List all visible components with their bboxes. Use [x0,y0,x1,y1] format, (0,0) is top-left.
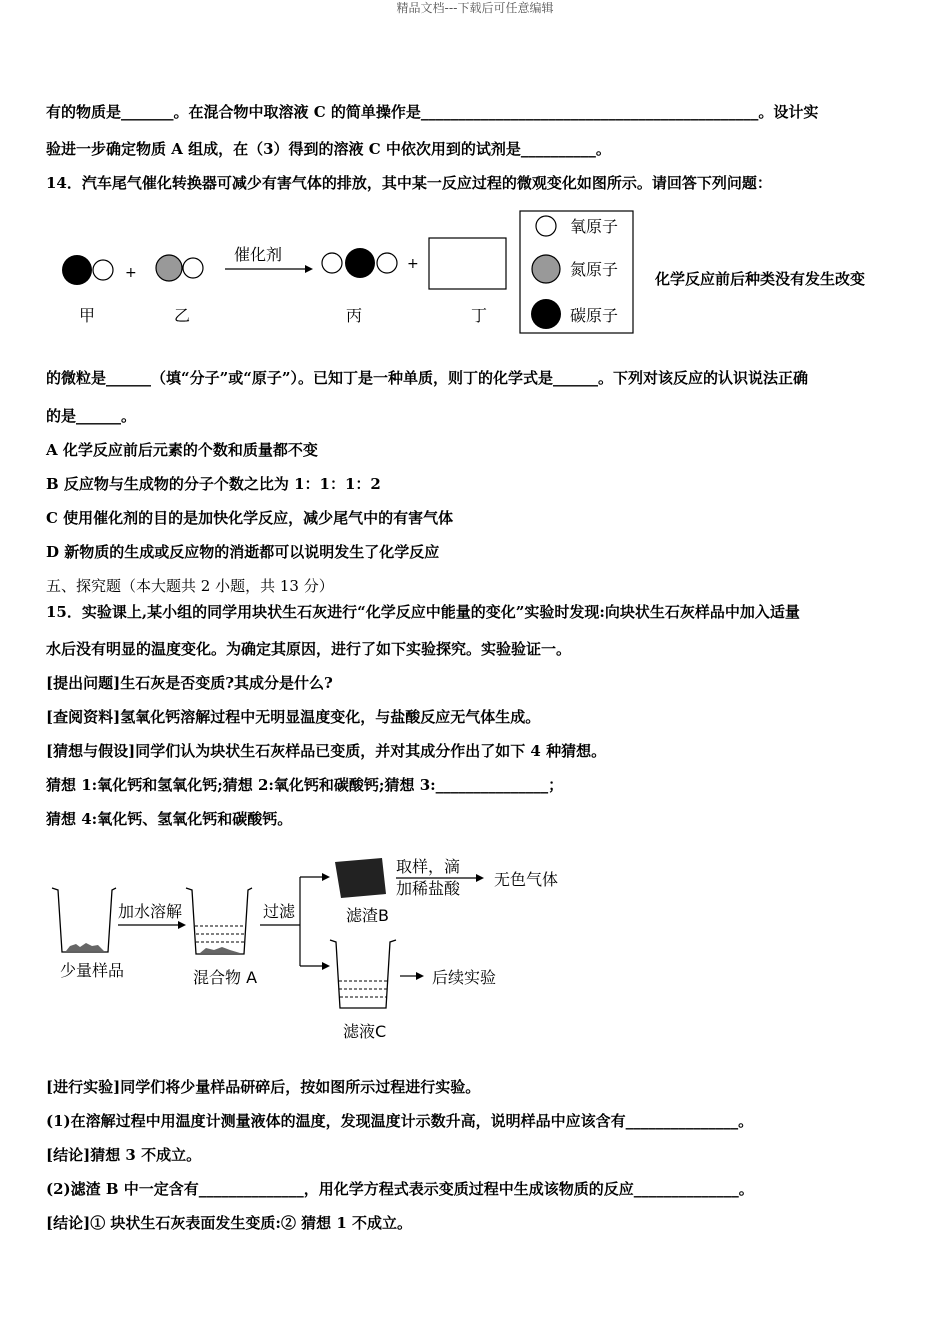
label-residue: 滤渣B [346,906,389,925]
label-yi: 乙 [174,306,191,325]
label-followup: 后续实验 [432,968,497,987]
conclusion-1: [结论]猜想 3 不成立。 [46,1146,202,1164]
question-14: 14．汽车尾气催化转换器可减少有害气体的排放，其中某一反应过程的微观变化如图所示。请回答下列问题： [46,174,772,192]
legend-carbon: 碳原子 [570,306,619,325]
arrow-head-icon [305,265,313,273]
question-2: (2)滤渣 B 中一定含有______________，用化学方程式表示变质过程中生成该物质的反应______________。 [46,1180,754,1198]
residue-b-icon [335,858,386,898]
sample-powder-icon [66,943,104,951]
precipitate-icon [200,947,240,953]
oxygen-atom-icon [322,253,342,273]
beaker-icon [330,940,396,1008]
hypothesis-intro: [猜想与假设]同学们认为块状生石灰样品已变质，并对其成分作出了如下 4 种猜想。 [46,742,607,760]
question-15-line-1: 15．实验课上,某小组的同学用块状生石灰进行“化学反应中能量的变化”实验时发现:向块状生石灰样品中加入适量 [46,603,800,621]
option-b: B 反应物与生成物的分子个数之比为 1：1：1：2 [46,475,381,493]
option-d: D 新物质的生成或反应物的消逝都可以说明发生了化学反应 [46,543,440,561]
catalyst-label: 催化剂 [234,245,283,264]
nitrogen-atom-icon [532,255,560,283]
label-gas: 无色气体 [494,870,559,889]
label-dissolve: 加水溶解 [118,902,183,921]
hypothesis-1-3: 猜想 1:氧化钙和氢氧化钙;猜想 2:氧化钙和碳酸钙;猜想 3:_______________； [46,776,564,794]
arrow-head-icon [416,972,424,980]
beaker-icon [52,888,116,952]
experiment-diagram [0,848,950,1048]
plus-sign-2: + [407,256,419,272]
page-header: 精品文档---下载后可任意编辑 [396,1,554,15]
text-line-2: 验进一步确定物质 A 组成，在（3）得到的溶液 C 中依次用到的试剂是__________。 [46,140,611,158]
label-sample: 少量样品 [60,961,125,980]
label-step-1: 取样，滴 [396,857,461,876]
problem-statement: [提出问题]生石灰是否变质?其成分是什么? [46,674,333,692]
text-line-5: 的是______。 [46,407,137,425]
oxygen-atom-icon [536,216,556,236]
diagram-side-text: 化学反应前后种类没有发生改变 [655,270,866,288]
arrow-head-icon [178,921,186,929]
carbon-atom-icon [345,248,375,278]
label-bing: 丙 [346,306,363,325]
oxygen-atom-icon [93,260,113,280]
label-step-2: 加稀盐酸 [396,879,461,898]
beaker-icon [186,888,252,954]
option-a: A 化学反应前后元素的个数和质量都不变 [46,441,318,459]
question-15-line-2: 水后没有明显的温度变化。为确定其原因，进行了如下实验探究。实验验证一。 [46,640,572,658]
arrow-head-icon [322,962,330,970]
question-1: (1)在溶解过程中用温度计测量液体的温度，发现温度计示数升高，说明样品中应该含有_______________。 [46,1112,754,1130]
oxygen-atom-icon [377,253,397,273]
label-filtrate: 滤液C [343,1022,387,1041]
label-mixture: 混合物 A [193,968,258,987]
option-c: C 使用催化剂的目的是加快化学反应，减少尾气中的有害气体 [46,509,454,527]
label-filter: 过滤 [263,902,296,921]
nitrogen-atom-icon [156,255,182,281]
arrow-head-icon [476,874,484,882]
carbon-atom-icon [62,255,92,285]
product-ding-box [429,238,506,289]
legend-oxygen: 氧原子 [570,217,619,236]
reaction-diagram [0,205,950,340]
reference-info: [查阅资料]氢氧化钙溶解过程中无明显温度变化，与盐酸反应无气体生成。 [46,708,541,726]
label-jia: 甲 [79,306,96,325]
text-line-1: 有的物质是_______。在混合物中取溶液 C 的简单操作是_____________________________________________。设计实 [46,103,819,121]
carbon-atom-icon [531,299,561,329]
text-line-4: 的微粒是______（填“分子”或“原子”）。已知丁是一种单质，则丁的化学式是______。下列对该反应的认识说法正确 [46,369,809,387]
legend-nitrogen: 氮原子 [570,260,619,279]
plus-sign-1: + [125,265,137,281]
oxygen-atom-icon [183,258,203,278]
arrow-head-icon [322,873,330,881]
label-ding: 丁 [471,306,488,325]
experiment-intro: [进行实验]同学们将少量样品研碎后，按如图所示过程进行实验。 [46,1078,481,1096]
section-5-title: 五、探究题（本大题共 2 小题，共 13 分） [46,577,334,595]
conclusion-2: [结论]① 块状生石灰表面发生变质:② 猜想 1 不成立。 [46,1214,413,1232]
hypothesis-4: 猜想 4:氧化钙、氢氧化钙和碳酸钙。 [46,810,293,828]
